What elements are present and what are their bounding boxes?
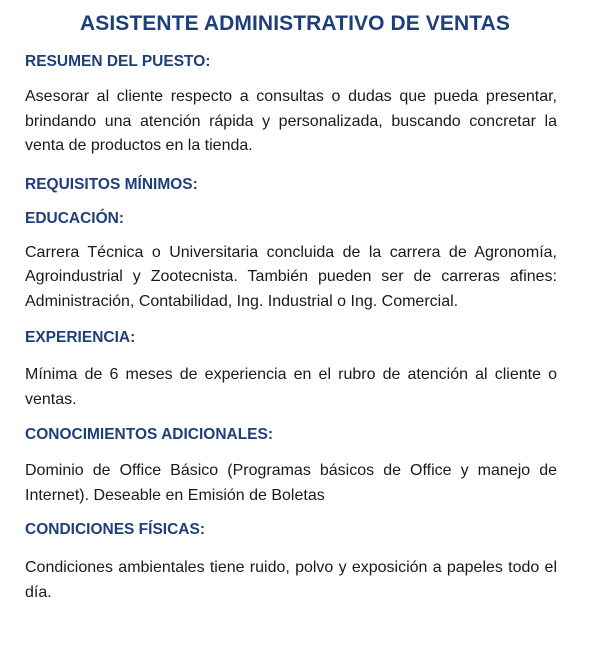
section-heading-conocimientos: CONOCIMIENTOS ADICIONALES:	[25, 426, 274, 443]
section-heading-resumen: RESUMEN DEL PUESTO:	[25, 53, 211, 70]
section-text-resumen: Asesorar al cliente respecto a consultas o dudas que pueda presentar, brindando una atención rápida y personalizada, buscando concretar la venta de productos en la tienda.	[25, 88, 557, 154]
section-heading-requisitos: REQUISITOS MÍNIMOS:	[25, 175, 198, 193]
section-heading-educacion: EDUCACIÓN:	[25, 209, 125, 227]
section-text-educacion: Carrera Técnica o Universitaria concluida de la carrera de Agronomía, Agroindustrial y Zootecnista. También pueden ser de carreras afines: Administración, Contabilidad, Ing. Industrial o Ing. Comercial.	[25, 243, 557, 310]
document-title: ASISTENTE ADMINISTRATIVO DE VENTAS	[79, 12, 511, 35]
section-heading-experiencia: EXPERIENCIA:	[25, 329, 136, 346]
section-text-experiencia: Mínima de 6 meses de experiencia en el rubro de atención al cliente o ventas.	[25, 366, 557, 408]
section-text-conocimientos: Dominio de Office Básico (Programas básicos de Office y manejo de Internet). Deseable en Emisión de Boletas	[25, 462, 557, 504]
section-heading-condiciones: CONDICIONES FÍSICAS:	[25, 521, 205, 538]
section-text-condiciones: Condiciones ambientales tiene ruido, polvo y exposición a papeles todo el día.	[25, 559, 557, 601]
